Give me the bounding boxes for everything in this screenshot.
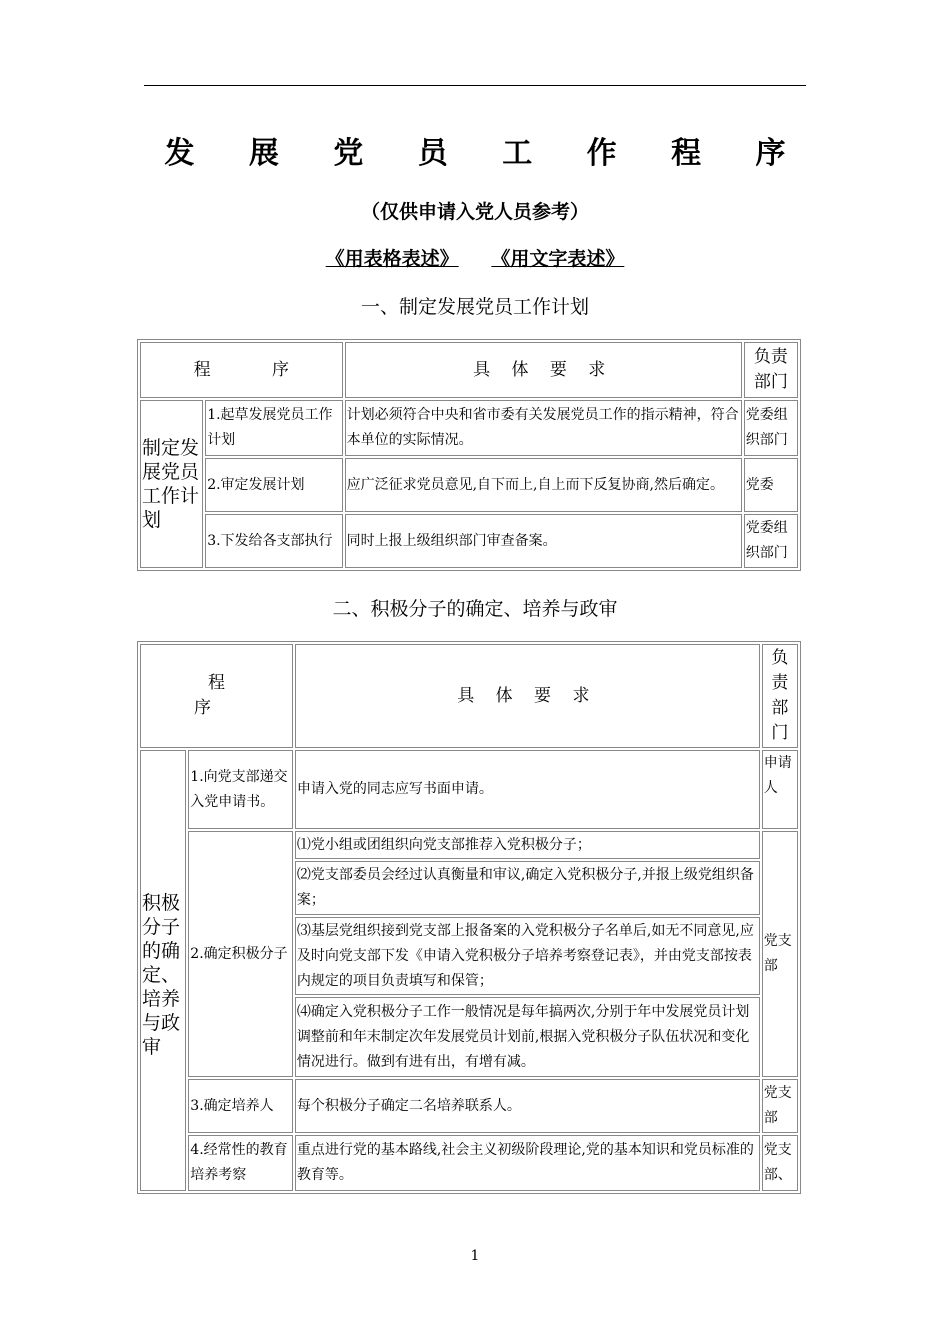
table-cell-requirement: 计划必须符合中央和省市委有关发展党员工作的指示精神，符合本单位的实际情况。 bbox=[345, 400, 742, 456]
section1-table bbox=[137, 339, 801, 571]
header-dept: 负责部门 bbox=[744, 342, 798, 398]
table-cell-dept: 党委组织部门 bbox=[744, 400, 798, 456]
text-format-link[interactable]: 《用文字表述》 bbox=[491, 248, 625, 270]
table-cell-requirement: 同时上报上级组织部门审查备案。 bbox=[345, 514, 742, 568]
table-cell-dept: 申请人 bbox=[762, 750, 798, 829]
table-cell-requirement: 申请入党的同志应写书面申请。 bbox=[295, 750, 760, 829]
table-cell-requirement: 重点进行党的基本路线,社会主义初级阶段理论,党的基本知识和党员标准的教育等。 bbox=[295, 1135, 760, 1191]
page-number: 1 bbox=[470, 1248, 480, 1264]
section2-heading: 二、积极分子的确定、培养与政审 bbox=[332, 598, 618, 620]
document-subtitle: （仅供申请入党人员参考） bbox=[360, 201, 589, 223]
header-requirement: 具 体 要 求 bbox=[295, 644, 760, 748]
header-dept: 负责部门 bbox=[762, 644, 798, 748]
table-cell-requirement: 应广泛征求党员意见,自下而上,自上而下反复协商,然后确定。 bbox=[345, 458, 742, 512]
section2-table bbox=[137, 641, 801, 1194]
header-procedure: 程 序 bbox=[140, 342, 343, 398]
table-cell-step: 3.下发给各支部执行 bbox=[205, 514, 342, 568]
top-rule bbox=[144, 85, 806, 86]
table-cell-subrequirement: ⑷确定入党积极分子工作一般情况是每年搞两次,分别于年中发展党员计划调整前和年末制定次年发展党员计划前,根据入党积极分子队伍状况和变化情况进行。做到有进有出，有增有减。 bbox=[295, 997, 760, 1077]
document-title: 发 展 党 员 工 作 程 序 bbox=[164, 136, 808, 171]
table-cell-subrequirement: ⑶基层党组织接到党支部上报备案的入党积极分子名单后,如无不同意见,应及时向党支部下发《申请入党积极分子培养考察登记表》，并由党支部按表内规定的项目负责填写和保管； bbox=[295, 917, 760, 995]
table-cell-subrequirement: ⑵党支部委员会经过认真衡量和审议,确定入党积极分子,并报上级党组织备案； bbox=[295, 861, 760, 915]
table-cell-requirement: 每个积极分子确定二名培养联系人。 bbox=[295, 1079, 760, 1133]
table-cell-dept: 党支部 bbox=[762, 1079, 798, 1133]
header-procedure: 程 序 bbox=[140, 644, 293, 748]
section1-heading: 一、制定发展党员工作计划 bbox=[360, 296, 589, 318]
table-cell-dept: 党委 bbox=[744, 458, 798, 512]
format-links bbox=[0, 244, 950, 271]
table-cell-subrequirement: ⑴党小组或团组织向党支部推荐入党积极分子； bbox=[295, 831, 760, 859]
header-requirement: 具 体 要 求 bbox=[345, 342, 742, 398]
table-cell-dept: 党委组织部门 bbox=[744, 514, 798, 568]
section1-group-label: 制定发展党员工作计划 bbox=[140, 400, 203, 568]
table-cell-dept: 党支部、 bbox=[762, 1135, 798, 1191]
table-cell-step: 2.确定积极分子 bbox=[188, 831, 293, 1077]
section2-group-label: 积极分子的确定、培养与政审 bbox=[140, 750, 186, 1191]
table-cell-step: 1.向党支部递交入党申请书。 bbox=[188, 750, 293, 829]
table-cell-step: 2.审定发展计划 bbox=[205, 458, 342, 512]
table-format-link[interactable]: 《用表格表述》 bbox=[325, 248, 459, 270]
table-cell-dept: 党支部 bbox=[762, 831, 798, 1077]
table-cell-step: 4.经常性的教育培养考察 bbox=[188, 1135, 293, 1191]
table-cell-step: 3.确定培养人 bbox=[188, 1079, 293, 1133]
table-cell-step: 1.起草发展党员工作计划 bbox=[205, 400, 342, 456]
